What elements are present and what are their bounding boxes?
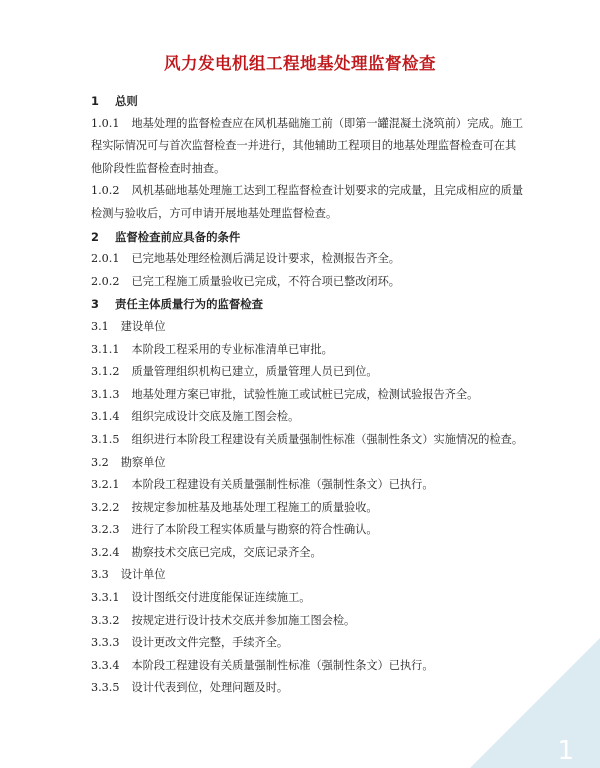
clause-paragraph <box>91 452 526 475</box>
clause-text: 监督检查前应具备的条件 <box>114 229 241 244</box>
clause-text: 设计更改文件完整，手续齐全。 <box>131 636 289 650</box>
clause-number: 3.3.2 <box>91 613 120 627</box>
clause-text: 本阶段工程建设有关质量强制性标准（强制性条文）已执行。 <box>131 658 434 672</box>
clause-text: 责任主体质量行为的监督检查 <box>114 297 264 312</box>
clause-number: 3.1.4 <box>91 410 120 424</box>
clause-paragraph <box>91 406 526 429</box>
clause-text: 建设单位 <box>120 319 166 333</box>
clause-paragraph <box>91 339 526 362</box>
clause-text: 总则 <box>114 94 138 108</box>
clause-text: 进行了本阶段工程实体质量与勘察的符合性确认。 <box>131 523 378 537</box>
clause-text: 设计图纸交付进度能保证连续施工。 <box>131 591 311 605</box>
clause-text: 已完工程施工质量验收已完成，不符合项已整改闭环。 <box>131 274 400 288</box>
clause-number: 3.3.3 <box>91 636 120 650</box>
clause-number: 3.2.4 <box>91 545 120 559</box>
clause-text: 已完地基处理经检测后满足设计要求，检测报告齐全。 <box>131 252 400 266</box>
document-title: 风力发电机组工程地基处理监督检查 <box>164 54 436 73</box>
clause-number: 3.2.3 <box>91 523 120 537</box>
section-heading <box>91 293 526 316</box>
clause-number: 1.0.2 <box>91 184 120 198</box>
clause-paragraph <box>91 564 526 587</box>
clause-number: 3.2.1 <box>91 478 120 492</box>
clause-text: 勘察单位 <box>120 455 166 469</box>
clause-number: 1 <box>91 94 99 108</box>
clause-paragraph <box>91 610 526 633</box>
clause-number: 3.1.5 <box>91 432 120 446</box>
clause-text: 组织进行本阶段工程建设有关质量强制性标准（强制性条文）实施情况的检查。 <box>131 432 524 446</box>
section-heading <box>91 226 526 249</box>
clause-number: 3.1.2 <box>91 365 120 379</box>
clause-number: 1.0.1 <box>91 116 120 130</box>
page-corner-decoration <box>470 638 600 768</box>
clause-text: 质量管理组织机构已建立，质量管理人员已到位。 <box>131 365 378 379</box>
clause-number: 3.1.1 <box>91 342 120 356</box>
clause-paragraph <box>91 519 526 542</box>
page-number: 1 <box>557 736 574 766</box>
clause-number: 3.1 <box>91 319 109 333</box>
clause-paragraph <box>91 429 526 452</box>
clause-paragraph <box>91 497 526 520</box>
clause-paragraph <box>91 384 526 407</box>
clause-paragraph <box>91 180 526 225</box>
clause-number: 3.2.2 <box>91 500 120 514</box>
clause-text: 本阶段工程采用的专业标准清单已审批。 <box>131 342 333 356</box>
clause-paragraph <box>91 316 526 339</box>
clause-text: 设计代表到位，处理问题及时。 <box>131 681 289 695</box>
clause-paragraph <box>91 271 526 294</box>
clause-text: 勘察技术交底已完成，交底记录齐全。 <box>131 545 322 559</box>
clause-number: 3.1.3 <box>91 387 120 401</box>
clause-paragraph <box>91 655 526 678</box>
clause-number: 2.0.1 <box>91 252 120 266</box>
clause-number: 3.3.1 <box>91 591 120 605</box>
clause-text: 地基处理方案已审批，试验性施工或试桩已完成，检测试验报告齐全。 <box>131 387 479 401</box>
clause-number: 3 <box>91 297 99 312</box>
clause-text: 本阶段工程建设有关质量强制性标准（强制性条文）已执行。 <box>131 478 434 492</box>
clause-paragraph <box>91 632 526 655</box>
clause-text: 组织完成设计交底及施工图会检。 <box>131 410 300 424</box>
clause-text: 地基处理的监督检查应在风机基础施工前（即第一罐混凝土浇筑前）完成。施工程实际情况可与首次监督检查一并进行，其他辅助工程项目的地基处理监督检查可在其他阶段性监督检查时抽查。 <box>91 116 524 175</box>
clause-number: 3.3 <box>91 568 109 582</box>
clause-number: 3.3.5 <box>91 681 120 695</box>
clause-paragraph <box>91 542 526 565</box>
clause-text: 风机基础地基处理施工达到工程监督检查计划要求的完成量，且完成相应的质量检测与验收后，方可申请开展地基处理监督检查。 <box>91 184 524 220</box>
clause-number: 2 <box>91 229 99 244</box>
clause-number: 3.2 <box>91 455 109 469</box>
clause-text: 按规定进行设计技术交底并参加施工图会检。 <box>131 613 356 627</box>
section-heading <box>91 90 526 113</box>
clause-paragraph <box>91 474 526 497</box>
clause-number: 3.3.4 <box>91 658 120 672</box>
document-body <box>91 90 526 700</box>
clause-paragraph <box>91 113 526 181</box>
clause-text: 按规定参加桩基及地基处理工程施工的质量验收。 <box>131 500 378 514</box>
clause-paragraph <box>91 361 526 384</box>
clause-paragraph <box>91 587 526 610</box>
clause-number: 2.0.2 <box>91 274 120 288</box>
clause-paragraph <box>91 677 526 700</box>
clause-text: 设计单位 <box>120 568 166 582</box>
clause-paragraph <box>91 248 526 271</box>
